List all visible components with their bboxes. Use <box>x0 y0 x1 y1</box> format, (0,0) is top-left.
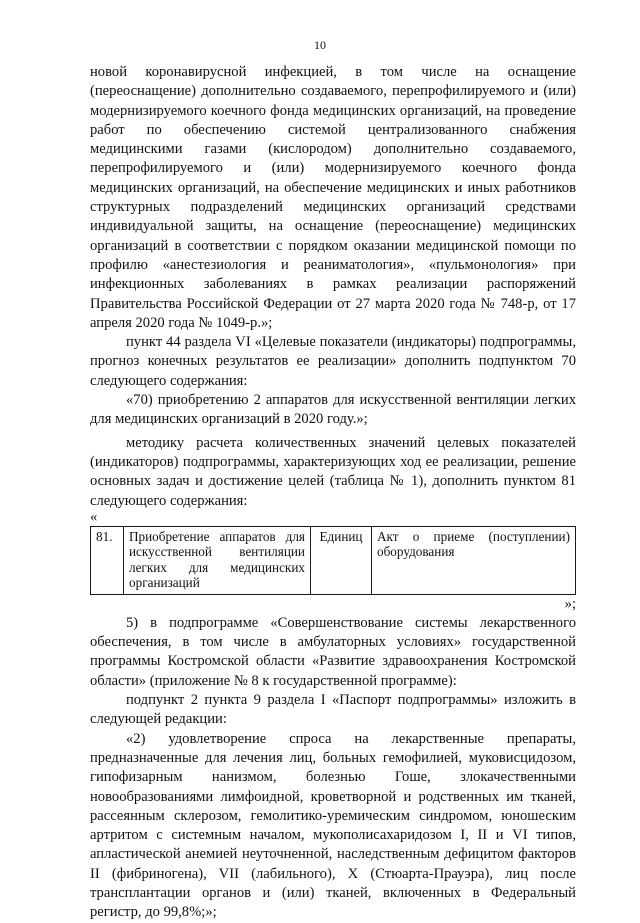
table-cell-indicator: Приобретение аппаратов для искусственной вентиляции легких для медицинских организаций <box>124 526 311 594</box>
closing-quote: »; <box>564 595 576 612</box>
table-cell-number: 81. <box>91 526 124 594</box>
paragraph-methodology: методику расчета количественных значений целевых показателей (индикаторов) подпрограммы, характеризующих ход ее реализации, решение основных задач и достижение целей (таблица № 1), дополнить пунктом 81 следующего содержания: <box>90 434 576 509</box>
opening-quote: « <box>90 508 98 525</box>
paragraph-continuation: новой коронавирусной инфекцией, в том числе на оснащение (переоснащение) дополнительно создаваемого, перепрофилируемого и (или) модернизируемого коечного фонда медицинских организаций, на проведение работ по обеспечению системой централизованного снабжения медицинскими газами (кислородом) дополнительно создаваемого, перепрофилируемого и (или) модернизируемого коечного фонда медицинских организаций, на обеспечение медицинских и иных работников структурных подразделений медицинских организаций средствами индивидуальной защиты, на оснащение (переоснащение) медицинских организаций в соответствии с порядком оказании медицинской помощи по профилю «анестезиология и реаниматология», «пульмонология» при инфекционных заболеваниях в рамках реализации распоряжений Правительства Российской Федерации от 27 марта 2020 года № 748-р, от 17 апреля 2020 года № 1049-р.»; <box>90 64 576 331</box>
table-cell-source: Акт о приеме (поступлении) оборудования <box>372 526 576 594</box>
table-row <box>91 526 576 594</box>
page-number: 10 <box>314 38 326 52</box>
paragraph-item-5: 5) в подпрограмме «Совершенствование системы лекарственного обеспечения, в том числе в амбулаторных условиях» государственной программы Костромской области «Развитие здравоохранения Костромской области» (приложение № 8 к государственной программе): <box>90 614 576 689</box>
paragraph-item-44: пункт 44 раздела VI «Целевые показатели (индикаторы) подпрограммы, прогноз конечных результатов ее реализации» дополнить подпунктом 70 следующего содержания: <box>90 334 576 389</box>
paragraph-subitem-2: подпункт 2 пункта 9 раздела I «Паспорт подпрограммы» изложить в следующей редакции: <box>90 692 576 728</box>
indicator-table <box>90 526 576 595</box>
paragraph-subitem-70: «70) приобретению 2 аппаратов для искусственной вентиляции легких для медицинских организаций в 2020 году.»; <box>90 392 576 428</box>
paragraph-quoted-item-2: «2) удовлетворение спроса на лекарственные препараты, предназначенные для лечения лиц, больных гемофилией, муковисцидозом, гипофизарным нанизмом, болезнью Гоше, злокачественными новообразованиями лимфоидной, кроветворной и родственных им тканей, рассеянным склерозом, гемолитико-уремическим синдромом, юношеским артритом с системным началом, мукополисахаридозом I, II и VI типов, апластической анемией неуточненной, наследственным дефицитом факторов II (фибриногена), VII (лабильного), X (Стюарта-Прауэра), лиц после трансплантации органов и (или) тканей, включенных в Федеральный регистр, до 99,8%;»; <box>90 730 576 921</box>
document-body <box>90 63 576 923</box>
table-cell-unit: Единиц <box>311 526 372 594</box>
